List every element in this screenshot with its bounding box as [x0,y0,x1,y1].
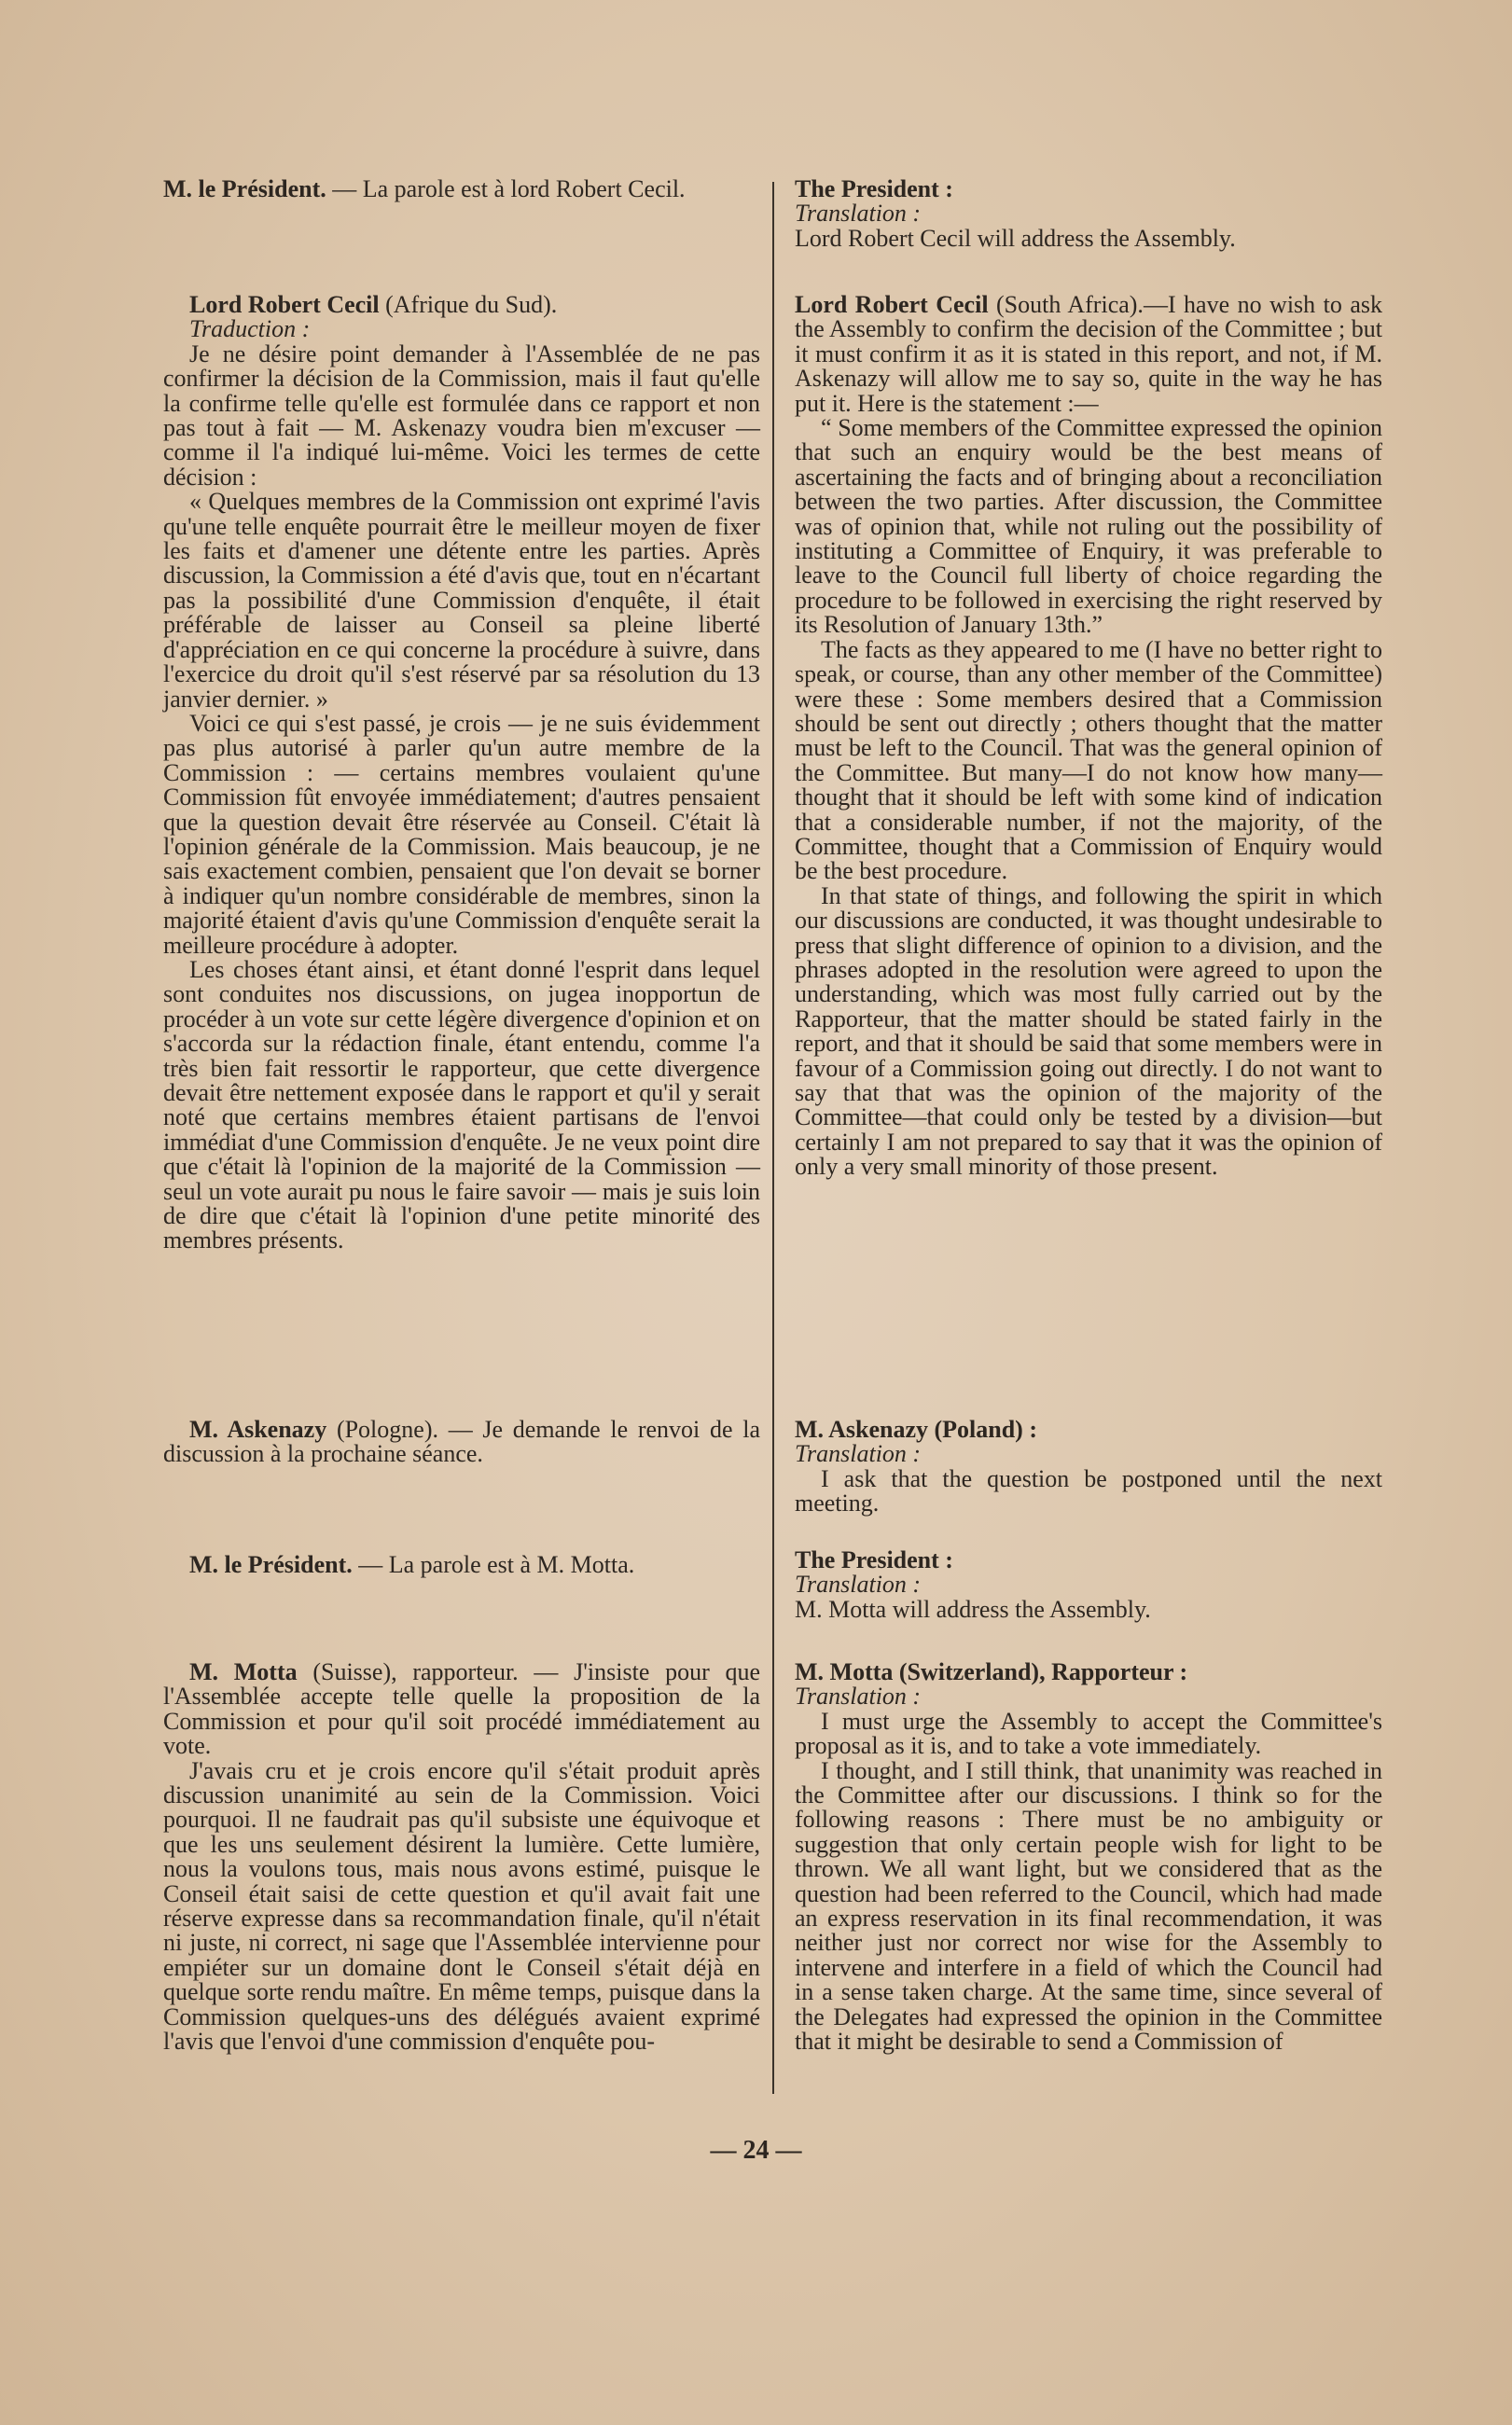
page-number: — 24 — [710,2136,802,2165]
speaker-name: M. Askenazy [189,1416,327,1443]
speaker-name: Lord Robert Cecil [189,291,380,318]
speaker-name: M. Motta (Switzerland), Rapporteur : [795,1658,1188,1685]
paragraph: Voici ce qui s'est passé, je crois — je ne suis évidemment pas plus autorisé à parler qu'un autre membre de la Commission : — certains membres voulaient qu'une Commission fût envoyée immédiatement; d'autres pensaient que la question devait être réservée au Conseil. C'était là l'opinion générale de la Commission. Mais beaucoup, je ne sais exactement combien, pensaient que l'on devait se borner à indiquer qu'un nombre considérable de membres, sinon la majorité étaient d'avis qu'une Commission d'enquête serait la meilleure procédure à adopter. [163,709,760,959]
paragraph: The facts as they appeared to me (I have no better right to speak, or course, than any other member of the Committee) were these : Some members desired that a Commission should be sent out directly ; others thought that the matter must be left to the Council. That was the general opinion of the Committee. But many—I do not know how many—thought that it should be left with some kind of indication that a considerable number, if not the majority, of the Committee, thought that a Commission of Enquiry would be the best procedure. [795,635,1382,885]
speaker-name: The President : [795,1546,953,1573]
left-block-motta [163,1660,760,2055]
right-block-cecil [795,293,1382,1180]
paragraph: “ Some members of the Committee expressed the opinion that such an enquiry would be the best means of ascertaining the facts and of bringing about a reconciliation between the two parties. After discussion, the Committee was of opinion that, while not ruling out the possibility of instituting a Committee of Enquiry, it was preferable to leave to the Council full liberty of choice regarding the procedure to be followed in exercising the right reserved by its Resolution of January 13th.” [795,414,1382,639]
translation-label: Translation : [795,200,922,228]
speech-text: (Suisse), rapporteur. — J'insiste pour que l'Assemblée accepte telle quelle la proposition de la Commission et pour qu'il soit procédé immédiatement au vote. [163,1658,760,1760]
speaker-name: M. Askenazy (Poland) : [795,1416,1037,1443]
paragraph: I must urge the Assembly to accept the Committee's proposal as it is, and to take a vote immediately. [795,1707,1382,1760]
left-block-president-1 [163,177,760,201]
speech-text: M. Motta will address the Assembly. [795,1595,1151,1623]
speaker-name: Lord Robert Cecil [795,291,989,318]
translation-label: Traduction : [189,315,311,343]
speaker-name: M. le Président. [163,175,326,202]
left-block-cecil [163,293,760,1254]
paragraph: J'avais cru et je crois encore qu'il s'était produit après discussion unanimité au sein de la Commission. Voici pourquoi. Il ne faudrait pas qu'il subsiste une équivoque et que les uns seulement désirent la lumière. Cette lumière, nous la voulons tous, mais nous avons estimé, puisque le Conseil était saisi de cette question et qu'il avait fait une réserve expresse dans sa recommandation finale, qu'il n'était ni juste, ni correct, ni sage que l'Assemblée intervienne pour empiéter sur un domaine dont le Conseil s'était déjà en quelque sorte rendu maître. En même temps, puisque dans la Commission quelques-uns des délégués avaient exprimé l'avis que l'envoi d'une commission d'enquête pou- [163,1756,760,2056]
right-block-askenazy [795,1418,1382,1517]
speaker-affiliation: (South Africa). [988,291,1144,318]
translation-label: Translation : [795,1440,922,1468]
left-block-askenazy [163,1418,760,1467]
speech-text: Lord Robert Cecil will address the Assembly. [795,224,1236,252]
speaker-affiliation: (Afrique du Sud). [379,291,558,318]
translation-label: Translation : [795,1571,922,1599]
speech-text: — La parole est à lord Robert Cecil. [326,175,686,202]
speaker-name: M. le Président. [189,1551,353,1578]
translation-label: Translation : [795,1683,922,1711]
paragraph: I thought, and I still think, that unanimity was reached in the Committee after our discussions. I think so for the following reasons : There must be no ambiguity or suggestion that only certain people wish for light to be thrown. We all want light, but we considered that as the question had been referred to the Council, which had made an express reservation in its final recommendation, it was neither just nor correct nor wise for the Assembly to intervene and interfere in a field of which the Council had in a sense taken charge. At the same time, since several of the Delegates had expressed the opinion in the Committee that it might be desirable to send a Commission of [795,1756,1382,2056]
paragraph: « Quelques membres de la Commission ont exprimé l'avis qu'une telle enquête pourrait être le meilleur moyen de fixer les faits et d'amener une détente entre les parties. Après discussion, la Commission a été d'avis que, tout en n'écartant pas la possibilité d'une Commission d'enquête, il était préférable de laisser au Conseil sa pleine liberté d'appréciation en ce qui concerne la procédure à suivre, dans l'exercice du droit qu'il s'est réservé par sa résolution du 13 janvier dernier. » [163,488,760,713]
speech-text: (Pologne). — Je demande le renvoi de la discussion à la prochaine séance. [163,1416,760,1468]
speaker-name: M. Motta [189,1658,298,1685]
speech-text: I ask that the question be postponed until the next meeting. [795,1464,1382,1517]
right-block-president-2 [795,1548,1382,1622]
left-block-president-2 [163,1553,760,1577]
right-block-president-1 [795,177,1382,251]
column-divider [772,182,774,2094]
speech-text: —I have no wish to ask the Assembly to confirm the decision of the Committee ; but it must confirm it as it is stated in this report, and not, if M. Askenazy will allow me to say so, quite in the way he has put it. Here is the statement :— [795,291,1382,417]
paragraph: In that state of things, and following the spirit in which our discussions are conducted, it was thought undesirable to press that slight difference of opinion to a division, and the phrases adopted in the resolution were agreed to upon the understanding, which was most fully carried out by the Rapporteur, that the matter should be stated fairly in the report, and that it should be said that some members were in favour of a Commission going out directly. I do not want to say that that was the opinion of the majority of the Committee—that could only be tested by a division—but certainly I am not prepared to say that it was the opinion of only a very small minority of those present. [795,881,1382,1181]
speaker-name: The President : [795,175,953,202]
paragraph: Les choses étant ainsi, et étant donné l'esprit dans lequel sont conduites nos discussions, on jugea inopportun de procéder à un vote sur cette légère divergence d'opinion et on s'accorda sur la rédaction finale, étant entendu, comme l'a très bien fait ressortir le rapporteur, que cette divergence devait être nettement exposée dans le rapport et qu'il y serait noté que certains membres étaient partisans de l'envoi immédiat d'une Commission d'enquête. Je ne veux point dire que c'était là l'opinion de la majorité de la Commission — seul un vote aurait pu nous le faire savoir — mais je suis loin de dire que c'était là l'opinion d'une petite minorité des membres présents. [163,955,760,1254]
right-block-motta [795,1660,1382,2055]
speech-text: — La parole est à M. Motta. [352,1551,635,1578]
paragraph: Je ne désire point demander à l'Assemblée de ne pas confirmer la décision de la Commission, mais il faut qu'elle la confirme telle qu'elle est formulée dans ce rapport et non pas tout à fait — M. Askenazy voudra bien m'excuser — comme il l'a indiqué lui-même. Voici les termes de cette décision : [163,340,760,491]
